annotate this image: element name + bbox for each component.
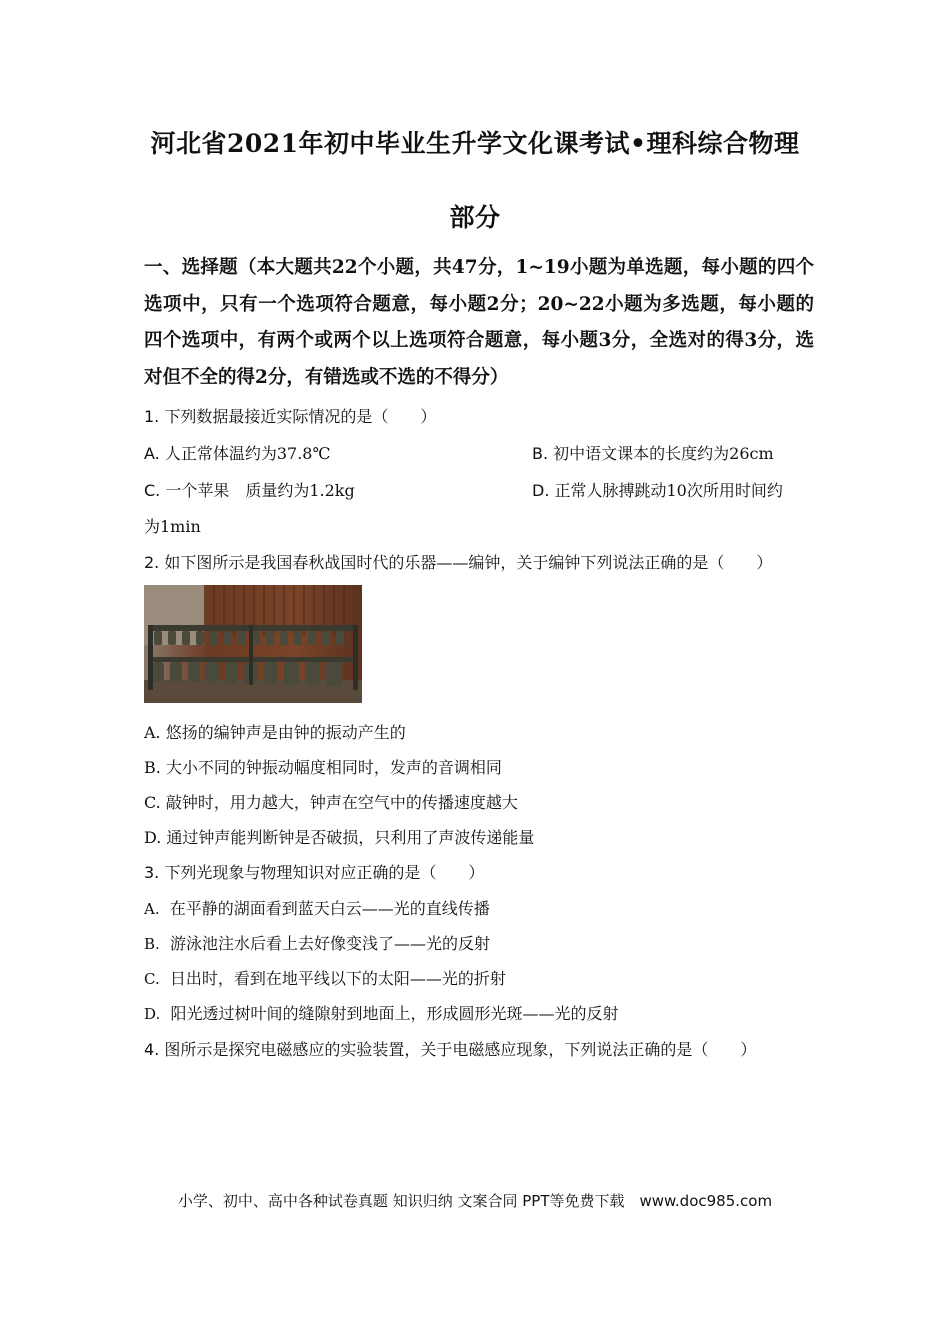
option-text: 在平静的湖面看到蓝天白云——光的直线传播 xyxy=(169,899,490,918)
option-letter: D. xyxy=(532,481,550,500)
bells-illustration xyxy=(144,585,362,703)
document-title: 河北省2021年初中毕业生升学文化课考试•理科综合物理 xyxy=(150,129,800,158)
question-1-option-d xyxy=(532,478,783,501)
question-number: 1. xyxy=(144,407,160,426)
document-title-continued: 部分 xyxy=(449,203,501,232)
option-letter: C. xyxy=(144,970,160,988)
section-heading: 一、选择题（本大题共22个小题，共47分，1~19小题为单选题，每小题的四个选项中，只有一个选项符合题意，每小题2分；20~22小题为多选题，每小题的四个选项中，有两个或两个以上选项符合题意，每小题3分，全选对的得3分，选对但不全的得2分，有错选或不选的不得分） xyxy=(144,257,814,388)
option-text: 正常人脉搏跳动10次所用时间约 xyxy=(554,481,783,500)
option-text: 游泳池注水后看上去好像变浅了——光的反射 xyxy=(169,934,490,953)
question-1-option-c xyxy=(144,478,355,501)
question-2 xyxy=(144,550,772,573)
question-2-option-c: C. 敲钟时，用力越大，钟声在空气中的传播速度越大 xyxy=(144,793,518,812)
question-2-option-d: D. 通过钟声能判断钟是否破损，只利用了声波传递能量 xyxy=(144,828,535,847)
question-stem: 图所示是探究电磁感应的实验装置，关于电磁感应现象，下列说法正确的是（ ） xyxy=(164,1040,757,1059)
option-letter: B. xyxy=(144,935,160,953)
question-4 xyxy=(144,1037,756,1060)
question-1 xyxy=(144,404,436,427)
option-letter: C. xyxy=(144,481,161,500)
question-number: 2. xyxy=(144,553,160,572)
question-number: 4. xyxy=(144,1040,160,1059)
option-text: 阳光透过树叶间的缝隙射到地面上，形成圆形光斑——光的反射 xyxy=(170,1004,619,1023)
page-footer: 小学、初中、高中各种试卷真题 知识归纳 文案合同 PPT等免费下载 www.doc985.com xyxy=(177,1192,773,1210)
option-letter: B. xyxy=(532,444,549,463)
question-3-option-a xyxy=(144,896,490,919)
question-3-option-c xyxy=(144,966,506,989)
question-1-option-a xyxy=(144,441,330,464)
question-1-option-b xyxy=(532,441,774,464)
question-1-option-d-continued: 为1min xyxy=(144,517,201,536)
option-letter: A. xyxy=(144,444,160,463)
option-text: 人正常体温约为37.8℃ xyxy=(164,444,331,463)
question-stem: 如下图所示是我国春秋战国时代的乐器——编钟，关于编钟下列说法正确的是（ ） xyxy=(164,553,773,572)
question-3-option-d xyxy=(144,1001,618,1024)
option-text: 日出时，看到在地平线以下的太阳——光的折射 xyxy=(169,969,506,988)
question-3-option-b xyxy=(144,931,490,954)
question-stem: 下列数据最接近实际情况的是（ ） xyxy=(164,407,437,426)
bianzhong-bells-photo xyxy=(144,585,362,703)
option-letter: A. xyxy=(144,900,160,918)
question-2-option-b: B. 大小不同的钟振动幅度相同时，发声的音调相同 xyxy=(144,758,502,777)
option-text: 初中语文课本的长度约为26cm xyxy=(553,444,774,463)
question-stem: 下列光现象与物理知识对应正确的是（ ） xyxy=(164,863,485,882)
question-3 xyxy=(144,860,484,883)
question-number: 3. xyxy=(144,863,160,882)
question-2-option-a: A. 悠扬的编钟声是由钟的振动产生的 xyxy=(144,723,406,742)
option-text: 一个苹果 质量约为1.2kg xyxy=(165,481,355,500)
option-letter: D. xyxy=(144,1005,161,1023)
